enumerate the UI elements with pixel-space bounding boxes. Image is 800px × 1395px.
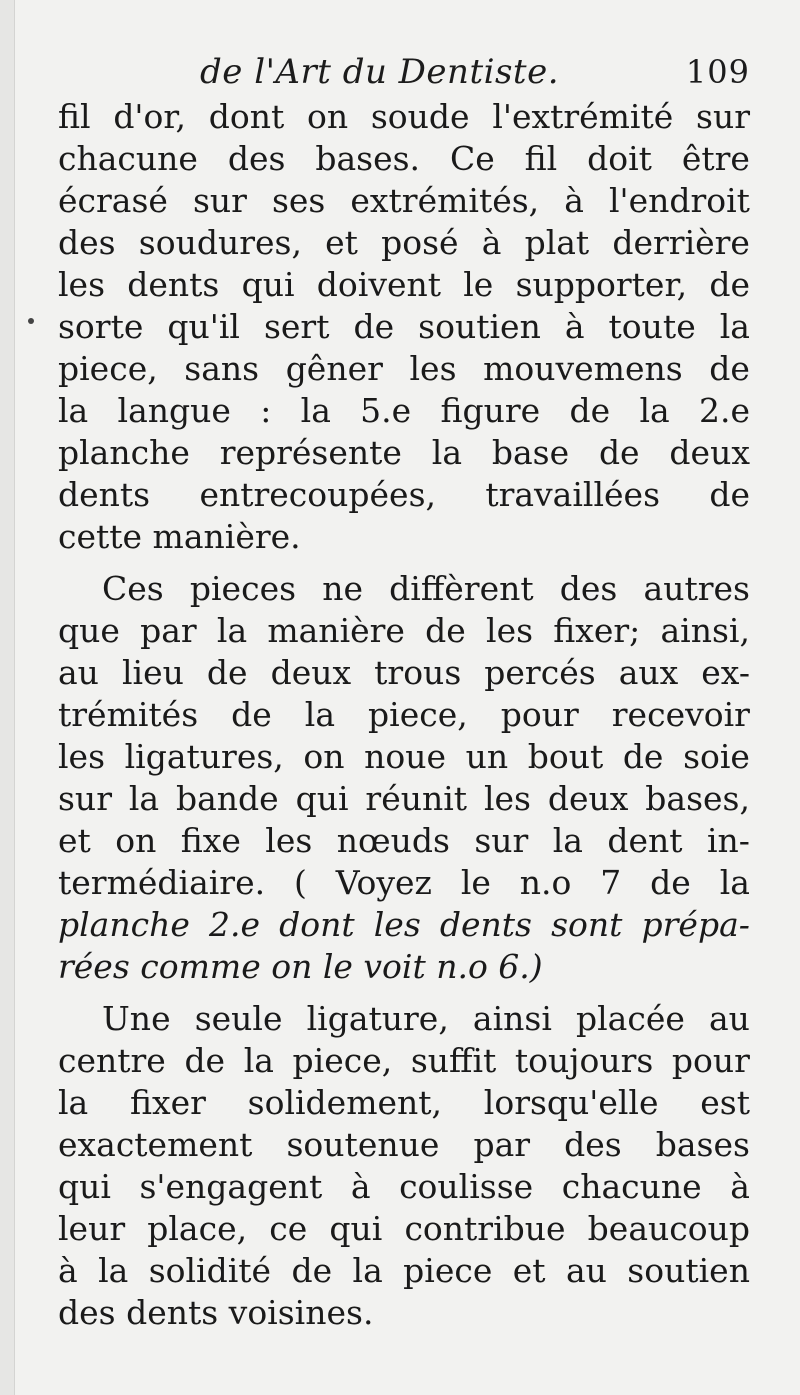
word: la <box>216 611 248 650</box>
word: piece <box>403 1251 493 1290</box>
word: de <box>650 863 691 902</box>
word: de <box>184 1041 226 1080</box>
word: chacune <box>561 1167 702 1206</box>
word: la <box>431 433 463 472</box>
word: percés <box>484 653 596 692</box>
paragraph-gap <box>58 558 750 568</box>
word: manière <box>267 611 405 650</box>
word: à <box>730 1167 750 1206</box>
word: qui <box>58 1167 111 1206</box>
text-line <box>58 432 750 474</box>
word: la <box>58 391 89 430</box>
word: dents <box>127 265 220 304</box>
word: extrémités, <box>350 181 540 220</box>
word: par <box>473 1125 531 1164</box>
running-title: de l'Art du Dentiste. <box>200 52 560 92</box>
word: ligatures, <box>124 737 284 776</box>
word: à <box>481 223 502 262</box>
word: suffit <box>410 1041 497 1080</box>
text-line <box>58 1124 750 1166</box>
word: doivent <box>316 265 442 304</box>
word: sans <box>184 349 260 388</box>
paragraph-gap <box>58 988 750 998</box>
word: chacune <box>58 139 198 178</box>
word: deux <box>547 779 629 818</box>
word: planche <box>58 905 190 944</box>
word: dent <box>607 821 683 860</box>
word: piece, <box>368 695 468 734</box>
word: sur <box>474 821 529 860</box>
word: 2.e <box>698 391 750 430</box>
word: base <box>491 433 570 472</box>
word: écrasé <box>58 181 168 220</box>
word: s'engagent <box>139 1167 323 1206</box>
text-line <box>58 568 750 610</box>
word: lorsqu'elle <box>483 1083 659 1122</box>
word: et <box>512 1251 546 1290</box>
word: au <box>58 653 99 692</box>
word: contribue <box>404 1209 566 1248</box>
word: qui <box>329 1209 383 1248</box>
word: soude <box>370 97 470 136</box>
word: qui <box>295 779 349 818</box>
text-line <box>58 1166 750 1208</box>
word: Ces <box>102 569 164 608</box>
word: planche <box>58 433 190 472</box>
word: la <box>300 391 331 430</box>
word: à <box>564 307 585 346</box>
text-line <box>58 820 750 862</box>
word: termédiaire. <box>58 863 266 902</box>
word: de <box>709 265 750 304</box>
word: pour <box>671 1041 750 1080</box>
word: fixer <box>129 1083 206 1122</box>
word: la <box>243 1041 274 1080</box>
word: la <box>352 1251 383 1290</box>
word: ne <box>322 569 363 608</box>
word: de <box>291 1251 333 1290</box>
text-line <box>58 516 750 558</box>
word: soutenue <box>286 1125 440 1164</box>
word: in- <box>706 821 750 860</box>
word: et <box>325 223 358 262</box>
line-text: cette manière. <box>58 517 301 556</box>
text-line <box>58 610 750 652</box>
word: bout <box>527 737 604 776</box>
word: ainsi <box>472 999 552 1038</box>
word: ainsi, <box>660 611 750 650</box>
word: la <box>304 695 336 734</box>
word: l'extrémité <box>492 97 674 136</box>
word: travaillées <box>485 475 661 514</box>
word: la <box>128 779 160 818</box>
word: dents <box>439 905 532 944</box>
text-line <box>58 904 750 946</box>
text-line <box>58 474 750 516</box>
word: 7 <box>600 863 622 902</box>
text-line <box>58 1040 750 1082</box>
word: de <box>598 433 640 472</box>
word: la <box>639 391 670 430</box>
text-line <box>58 736 750 778</box>
text-line <box>58 652 750 694</box>
word: ( <box>293 863 307 902</box>
text-line <box>58 306 750 348</box>
word: place, <box>147 1209 248 1248</box>
word: solidement, <box>247 1083 443 1122</box>
word: au <box>709 999 750 1038</box>
word: les <box>483 779 531 818</box>
word: solidité <box>148 1251 272 1290</box>
word: seule <box>194 999 283 1038</box>
word: la <box>719 307 750 346</box>
text-line <box>58 694 750 736</box>
word: soie <box>683 737 750 776</box>
word: toujours <box>514 1041 654 1080</box>
word: deux <box>669 433 750 472</box>
line-text: rées comme on le voit n.o 6.) <box>58 947 543 986</box>
text-line <box>58 180 750 222</box>
word: toute <box>608 307 696 346</box>
word: aux <box>618 653 679 692</box>
word: sur <box>192 181 247 220</box>
word: pour <box>500 695 579 734</box>
word: coulisse <box>399 1167 534 1206</box>
word: 2.e <box>208 905 260 944</box>
word: leur <box>58 1209 126 1248</box>
word: autres <box>643 569 750 608</box>
word: recevoir <box>611 695 750 734</box>
word: deux <box>270 653 352 692</box>
word: exactement <box>58 1125 253 1164</box>
word: beaucoup <box>587 1209 750 1248</box>
text-line <box>58 222 750 264</box>
word: dont <box>208 97 285 136</box>
word: sert <box>263 307 330 346</box>
paragraph-1 <box>58 96 750 558</box>
word: est <box>700 1083 750 1122</box>
word: placée <box>576 999 685 1038</box>
word: le <box>460 863 491 902</box>
text-line <box>58 348 750 390</box>
word: fixer; <box>553 611 641 650</box>
word: ex- <box>701 653 750 692</box>
word: de <box>709 349 750 388</box>
word: sorte <box>58 307 144 346</box>
word: d'or, <box>113 97 187 136</box>
word: derrière <box>612 223 750 262</box>
word: fil <box>58 97 91 136</box>
word: on <box>303 737 345 776</box>
text-line <box>58 138 750 180</box>
word: fil <box>524 139 558 178</box>
word: trous <box>374 653 462 692</box>
word: piece, <box>292 1041 393 1080</box>
word: les <box>58 737 106 776</box>
word: sur <box>696 97 750 136</box>
word: des <box>58 223 116 262</box>
word: des <box>559 569 618 608</box>
word: des <box>564 1125 622 1164</box>
body-text <box>58 96 750 1334</box>
text-line <box>58 1250 750 1292</box>
word: la <box>552 821 583 860</box>
word: plat <box>524 223 590 262</box>
word: entrecoupées, <box>199 475 436 514</box>
word: un <box>465 737 509 776</box>
word: de <box>353 307 395 346</box>
word: bases. <box>315 139 421 178</box>
word: prépa- <box>641 905 750 944</box>
word: sur <box>58 779 112 818</box>
word: figure <box>440 391 541 430</box>
word: à <box>350 1167 371 1206</box>
word: nœuds <box>336 821 450 860</box>
word: Une <box>102 999 171 1038</box>
word: doit <box>587 139 652 178</box>
word: au <box>565 1251 607 1290</box>
word: de <box>425 611 466 650</box>
word: et <box>58 821 91 860</box>
word: les <box>486 611 534 650</box>
word: ce <box>269 1209 308 1248</box>
word: noue <box>364 737 446 776</box>
word: Ce <box>449 139 495 178</box>
word: l'endroit <box>608 181 750 220</box>
text-line <box>58 998 750 1040</box>
word: dont <box>279 905 355 944</box>
line-text: des dents voisines. <box>58 1293 374 1332</box>
text-line <box>58 264 750 306</box>
page-gutter <box>0 0 15 1395</box>
running-head <box>200 44 750 100</box>
text-line <box>58 946 750 988</box>
word: les <box>58 265 106 304</box>
word: bande <box>175 779 279 818</box>
text-line <box>58 778 750 820</box>
text-line <box>58 1292 750 1334</box>
word: lieu <box>121 653 184 692</box>
word: représente <box>219 433 402 472</box>
word: bases, <box>645 779 750 818</box>
word: soutien <box>418 307 541 346</box>
margin-dot <box>28 318 34 324</box>
word: sont <box>551 905 623 944</box>
word: la <box>58 1083 89 1122</box>
word: pieces <box>189 569 297 608</box>
word: piece, <box>58 349 158 388</box>
word: les <box>373 905 421 944</box>
word: bases <box>655 1125 750 1164</box>
word: le <box>463 265 494 304</box>
word: supporter, <box>515 265 688 304</box>
word: ligature, <box>306 999 449 1038</box>
word: gêner <box>285 349 383 388</box>
word: on <box>115 821 157 860</box>
word: ses <box>271 181 326 220</box>
word: de <box>231 695 272 734</box>
word: fixe <box>180 821 241 860</box>
text-line <box>58 1208 750 1250</box>
word: mouvemens <box>483 349 683 388</box>
word: à <box>58 1251 78 1290</box>
word: 5.e <box>360 391 412 430</box>
word: diffèrent <box>389 569 534 608</box>
word: de <box>569 391 611 430</box>
word: langue <box>117 391 231 430</box>
word: Voyez <box>335 863 432 902</box>
word: la <box>719 863 750 902</box>
word: réunit <box>365 779 468 818</box>
word: des <box>227 139 286 178</box>
word: que <box>58 611 120 650</box>
word: de <box>622 737 664 776</box>
word: par <box>140 611 197 650</box>
paragraph-3 <box>58 998 750 1334</box>
word: de <box>206 653 248 692</box>
paragraph-2 <box>58 568 750 988</box>
word: qu'il <box>167 307 240 346</box>
word: de <box>709 475 750 514</box>
word: les <box>409 349 457 388</box>
word: à <box>564 181 584 220</box>
word: on <box>307 97 349 136</box>
word: : <box>260 391 272 430</box>
word: dents <box>58 475 151 514</box>
text-line <box>58 1082 750 1124</box>
word: la <box>98 1251 129 1290</box>
text-line <box>58 390 750 432</box>
text-line <box>58 96 750 138</box>
word: soutien <box>627 1251 750 1290</box>
word: qui <box>241 265 295 304</box>
word: soudures, <box>138 223 302 262</box>
word: trémités <box>58 695 199 734</box>
page-number: 109 <box>685 53 750 91</box>
word: centre <box>58 1041 166 1080</box>
word: les <box>265 821 313 860</box>
word: être <box>681 139 750 178</box>
word: posé <box>381 223 459 262</box>
text-line <box>58 862 750 904</box>
word: n.o <box>519 863 572 902</box>
